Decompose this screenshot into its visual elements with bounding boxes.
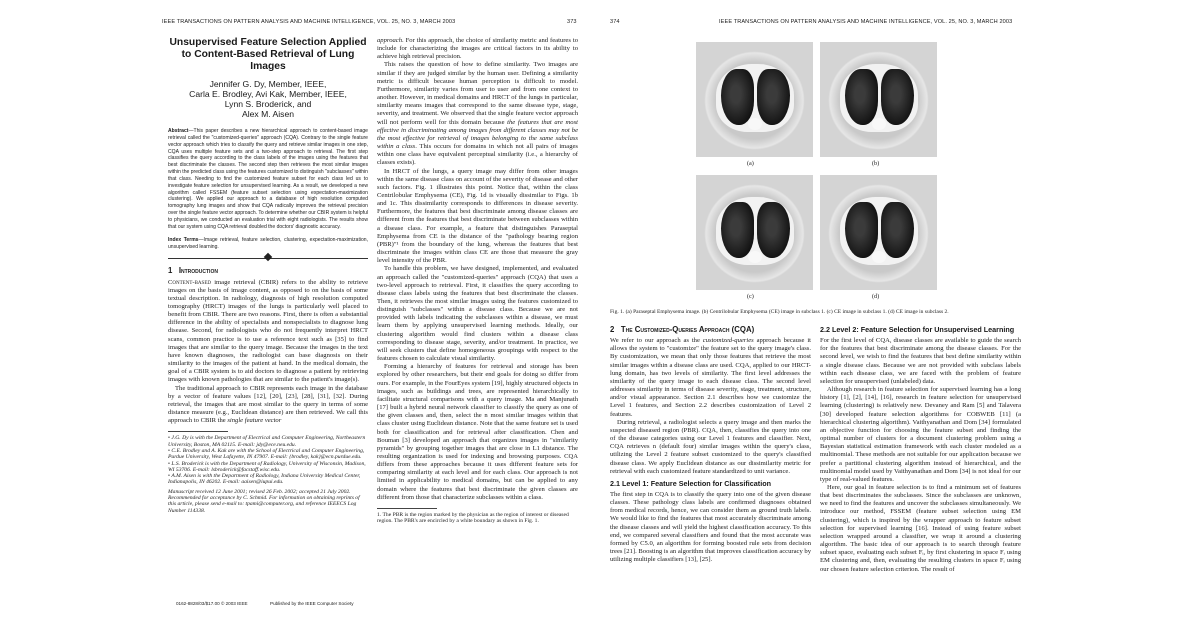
figure-caption: Fig. 1. (a) Paraseptal Emphysema image. (b) Centrilobular Emphysema (CE) image in subclass 1. (c) CE image in subclass 1. (d) CE image in subclass 2. [610, 309, 949, 315]
index-terms-label: Index Terms [168, 236, 199, 243]
author-line: Lynn S. Broderick, and [224, 99, 312, 109]
ct-scan-image [820, 42, 937, 157]
section-number: 2 [610, 325, 615, 334]
footnote: • C.E. Brodley and A. Kak are with the School of Electrical and Computer Engineering, Purdue University, West Lafayette, IN 47907. E-mail: {brodley, kak}@ecn.purdue.edu. [168, 447, 365, 461]
body-paragraph: We refer to our approach as the customized-queries approach because it allows the system to "customize" the feature set to the query image's class. By customization, we mean that only those features that retrieve the most similar images within a disease class are used. CQA, applied to our HRCT-lung domain, has two levels of similarity. The first level addresses the similarity of the query image to each disease class. The second level addresses similarity in terms of disease severity, stage, treatment, structure, and/or visual appearance. Section 2.1 describes how we customize the Level 1 features, and Section 2.2 describes customization of Level 2 features. [610, 337, 811, 418]
subsection-heading: 2.2 Level 2: Feature Selection for Unsupervised Learning [820, 325, 1015, 334]
body-paragraph: To handle this problem, we have designed, implemented, and evaluated an approach called the "customized-queries" approach (CQA) that uses a two-level approach to retrieval. First, it classifies the query according to disease class labels using the features that best discriminate the classes. Then, it retrieves the most similar images using the features customized to distinguish "subclasses" within a disease class. Because we are not provided with labels indicating the subclasses within a disease, we must learn them by applying unsupervised learning methods. Ideally, our clustering algorithm would find clusters within a disease class corresponding to disease stage, severity, and/or treatment. In practice, we will seek clusters that define homogeneous groupings with respect to the features chosen to calculate visual similarity. [377, 265, 578, 363]
body-paragraph: Although research in feature selection for supervised learning has a long history [1], [2], [14], [16], research in feature selection for unsupervised learning (clustering) is relatively new. Devaney and Ram [5] and Talavera [30] developed feature selection algorithms for COBWEB [11] (a hierarchical clustering algorithm). Vaithyanathan and Dom [34] formulated an objective function for choosing the feature subset and finding the optimal number of clusters for a document clustering problem using a Bayesian statistical estimation framework with each cluster modeled as a multinomial. These methods are not suitable for our application because we prefer a partitional clustering algorithm instead of hierarchical, and the multinomial model used by Vaithyanathan and Dom [34] is not ideal for our type of real-valued features. [820, 386, 1021, 483]
page2-col1 [610, 324, 811, 612]
subfigure-label: (a) [747, 160, 754, 167]
copyright-line: 0162-8828/03/$17.00 © 2003 IEEE [176, 601, 248, 606]
section-title: Introduction [178, 266, 218, 276]
abstract [168, 128, 368, 231]
subfigure-label: (d) [872, 293, 880, 300]
intro-text: image retrieval (CBIR) refers to the ability to retrieve images on the basis of image content, as opposed to on the basis of some textual description. In radiology, diagnosis of high resolution computed tomography (HRCT) images of the lungs is particularly well placed to benefit from CBIR. There are two reasons. First, there is often a substantial difference in the ability of specialists and nonspecialists to diagnose lung disease. Second, for radiologists who do not frequently interpret HRCT scans, common practice is to use a reference text such as [35] to find images that are similar to the query image. Because the images in the text have known diagnoses, the radiologist can base diagnosis on their similarity to the images of the patient at hand. In the medical domain, the goal of a CBIR system is to aid doctors to diagnose a patient by retrieving images with known pathologies that are similar to the patient's image(s). [168, 278, 368, 384]
author-list [168, 79, 368, 119]
section-title: The Customized-Queries Approach (CQA) [620, 325, 755, 334]
publisher-line: Published by the IEEE Computer Society [270, 601, 354, 606]
section-number: 1 [168, 266, 173, 276]
intro-paragraph [168, 279, 368, 385]
ct-scan-image [696, 175, 813, 290]
body-paragraph: For the first level of CQA, disease classes are available to guide the search for the features that best discriminate among the disease classes. For the second level, we wish to find the features that best define similarity within a single disease class. Because we are not provided with subclass labels within each disease class, we are faced with the problem of feature selection for unsupervised (unlabeled) data. [820, 337, 1021, 385]
footnote: • A.M. Aisen is with the Department of Radiology, Indiana University Medical Center, Indianapolis, IN 46202. E-mail: aaisen@iupui.edu. [168, 473, 361, 486]
intro-text: The traditional approach to CBIR represents each image in the database by a vector of feature values [12], [20], [23], [28], [31], [32]. During retrieval, the images that are most similar to the query in terms of some distance measure (e.g., Euclidean distance) are then retrieved. We call this approach to CBIR the [168, 384, 368, 425]
footnote: 1. The PBR is the region marked by the physician as the region of interest or diseased region. The PBR's are encircled by a white boundary as shown in Fig. 1. [377, 511, 569, 525]
body-paragraph: Forming a hierarchy of features for retrieval and storage has been explored by other researchers, but their end goals for doing so differ from ours. For example, in the FourEyes system [19], highly structured objects in images, such as buildings and trees, are represented hierarchically to facilitate structural comparisons with a query image. Ma and Manjunath [17] built a hybrid neural network classifier to classify the query as one of the given classes and, then, select the n most similar images within that class cluster using Euclidean distance. Note that the same feature set is used both for classification and for retrieval after classification. Chen and Bouman [3] developed an approach that organizes images in "similarity pyramids" by grouping together images that are close in L1 distance. The resulting organization is used for indexing and browsing purposes. CQA differs from these approaches because it uses different feature sets for comparing similarity at each level and for each class. Our approach is not limited in applicability to medical domains, but can be applied to any domain where the features that best discriminate the given classes are different from those that characterize subclasses within a class. [377, 363, 578, 501]
author-line: Alex M. Aisen [241, 109, 295, 119]
diamond-icon [264, 253, 272, 261]
section-heading [610, 326, 811, 334]
body-paragraph: During retrieval, a radiologist selects a query image and then marks the suspected diseased region (PBR). CQA, then, classifies the query into one of the disease categories using our Level 1 features and classifier. Next, CQA retrieves n (default four) similar images within the query's class, utilizing the Level 2 feature subset customized to the query's classified disease class. We apply Euclidean distance as our dissimilarity metric for retrieval with each customized feature standardized to unit variance. [610, 418, 811, 475]
intro-paragraph [168, 385, 368, 426]
page1-col1 [168, 37, 368, 612]
body-paragraph: Here, our goal in feature selection is to find a minimum set of features that best discriminates the subclasses. Since the subclasses are unknown, we need to find the features and uncover the subclasses simultaneously. We introduce our method, FSSEM (feature subset selection using EM clustering), which is inspired by the wrapper approach to feature subset selection for supervised learning [16]. Instead of using feature subset selection wrapped around a classifier, we wrap it around a clustering algorithm. The basic idea of our approach is to search through feature subset space, evaluating each subset Fᵢ, by first clustering in space Fᵢ using EM clustering and, then, evaluating the resulting clusters in space Fᵢ using our chosen feature selection criterion. The result of [820, 483, 1021, 573]
intro-italic: single feature vector [227, 417, 282, 425]
subfigure-label: (b) [872, 160, 880, 167]
section-separator [168, 253, 368, 263]
body-paragraph: This raises the question of how to define similarity. Two images are similar if they are judged similar by the human user. Defining a similarity metric is difficult because human perception is difficult to model. Furthermore, similarity varies from user to user and from one context to another. However, in medical domains and HRCT of the lungs in particular, similarity means images that correspond to the same disease type, stage, severity, and treatment. We observed that the single feature vector approach will not perform well for this domain because the features that are most effective in discriminating among images from different classes may not be the most effective for retrieval of images belonging to the same subclass within a class. This occurs for domains in which not all pairs of images within one class have equivalent perceptual similarity (i.e., a hierarchy of classes exists). [377, 61, 578, 167]
ct-scan-image [820, 175, 937, 290]
page-374 [608, 0, 1024, 628]
running-header: IEEE TRANSACTIONS ON PATTERN ANALYSIS AND MACHINE INTELLIGENCE, VOL. 25, NO. 3, MARCH 2003 [719, 19, 1013, 25]
abstract-text: —This paper describes a new hierarchical approach to content-based image retrieval called the "customized-queries" approach (CQA). Contrary to the single feature vector approach which tries to classify the query and retrieve similar images in one step, CQA uses multiple feature sets and a two-step approach to retrieval. The first step classifies the query according to the class labels of the images using the features that best discriminate the classes. The second step then retrieves the most similar images within the predicted class using the features customized to distinguish "subclasses" within that class. Needing to find the customized feature subset for each class led us to investigate feature selection for unsupervised learning. As a result, we developed a new algorithm called FSSEM (feature subset selection using expectation-maximization clustering). We applied our approach to a database of high resolution computed tomography lung images and show that CQA radically improves the retrieval precision over the single feature vector approach. To determine whether our CBIR system is helpful to physicians, we conducted an evaluation trial with eight radiologists. The results show that our system using CQA retrieval doubled the doctors' diagnostic accuracy. [168, 128, 368, 230]
page2-col2 [820, 324, 1021, 600]
subsection-heading: 2.1 Level 1: Feature Selection for Classification [610, 478, 771, 488]
index-terms [168, 237, 368, 251]
ct-scan-image [696, 42, 813, 157]
footnote-rule [168, 431, 228, 432]
running-header: IEEE TRANSACTIONS ON PATTERN ANALYSIS AND MACHINE INTELLIGENCE, VOL. 25, NO. 3, MARCH 2003 [162, 19, 456, 25]
footnote-rule [377, 508, 437, 509]
subfigure-label: (c) [747, 293, 754, 300]
index-terms-text: —Image retrieval, feature selection, clustering, expectation-maximization, unsupervised learning. [168, 236, 368, 250]
author-line: Jennifer G. Dy, Member, IEEE, [209, 79, 327, 89]
footnote: • J.G. Dy is with the Department of Electrical and Computer Engineering, Northeastern University, Boston, MA 02115. E-mail: jdy@ece.neu.edu. [168, 435, 366, 448]
body-paragraph: approach. For this approach, the choice of similarity metric and features to include for characterizing the images are critical factors in its ability to achieve high retrieval precision. [377, 37, 578, 61]
body-paragraph: The first step in CQA is to classify the query into one of the given disease classes. These pathology class labels are confirmed diagnoses obtained from medical records, hence, we can consider them as ground truth labels. We would like to find the features that most accurately discriminate among the disease classes and will yield the highest classification accuracy. To this end, we compared several classifiers and found that the most accurate was formed by C5.0, an algorithm for forming boosted rule sets from decision trees [21]. Boosting is an algorithm that improves classification accuracy by utilizing multiple classifiers [13], [25]. [610, 490, 811, 564]
paper-title: Unsupervised Feature Selection Applied to Content-Based Retrieval of Lung Images [169, 37, 367, 72]
section-heading [168, 267, 368, 275]
author-line: Carla E. Brodley, Avi Kak, Member, IEEE, [189, 89, 347, 99]
page1-col2 [377, 37, 578, 603]
footnote: • L.S. Broderick is with the Department of Radiology, University of Wisconsin, Madison, WI 53706. E-mail: lsbroderick@facstaff.wisc.edu. [168, 460, 366, 473]
intro-lead: Content-based [168, 278, 211, 286]
abstract-label: Abstract [168, 128, 189, 134]
affiliation-footnotes [168, 435, 368, 514]
body-paragraph: In HRCT of the lungs, a query image may differ from other images within the same disease class on account of the severity of disease and other such factors. Fig. 1 illustrates this point. Notice that, within the class Centrilobular Emphysema (CE), Fig. 1d is visually dissimilar to Figs. 1b and 1c. This dissimilarity corresponds to differences in disease severity. Furthermore, the features that best discriminate among disease classes are different from the features that best discriminate between subclasses within a disease class. For example, a feature that distinguishes Paraseptal Emphysema from CE is the distance of the "pathology bearing region (PBR)"¹ from the boundary of the lung, whereas the features that best discriminate the images within class CE are those that measure the gray level intensity of the PBR. [377, 167, 578, 265]
page-373 [162, 0, 582, 628]
manuscript-note: Manuscript received 12 June 2001; revised 26 Feb. 2002; accepted 21 July 2002. Recommended for acceptance by C. Schmid. For information on obtaining reprints of this article, please send e-mail to: tpami@computer.org, and reference IEEECS Log Number 114338. [168, 488, 360, 514]
page-number: 374 [610, 19, 620, 25]
page-number: 373 [567, 19, 577, 25]
